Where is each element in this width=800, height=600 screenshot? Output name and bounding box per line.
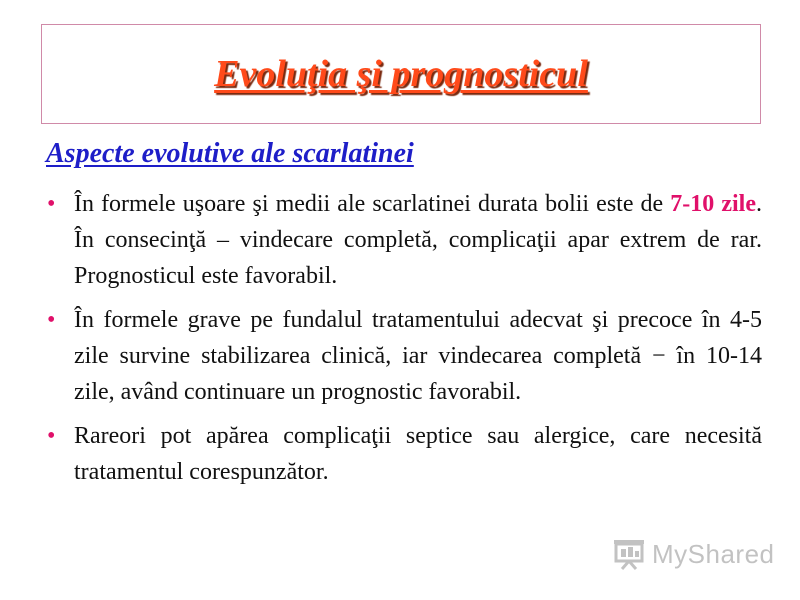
- watermark: [612, 537, 775, 571]
- slide-title: Evoluţia şi prognosticul: [214, 53, 588, 95]
- bullet-item-2: [40, 302, 762, 410]
- bullet-item-1: [40, 186, 762, 294]
- bullet-list: [40, 186, 762, 490]
- bullet-text-after: . În consecinţă – vindecare completă, complicaţii apar extrem de rar. Prognosticul este favorabil.: [74, 191, 763, 289]
- slide-subtitle: Aspecte evolutive ale scarlatinei: [46, 138, 414, 169]
- title-box: [41, 24, 761, 124]
- bullet-dot-icon: •: [47, 307, 56, 333]
- bullet-dot-icon: •: [47, 423, 56, 449]
- presentation-screen-icon: [612, 538, 646, 570]
- bullet-text: Rareori pot apărea complicaţii septice sau alergice, care necesită tratamentul corespunzător.: [74, 423, 762, 485]
- bullet-dot-icon: •: [47, 191, 56, 217]
- duration-highlight: 7-10 zile: [670, 191, 757, 217]
- watermark-text: MyShared: [652, 538, 775, 569]
- bullet-text: În formele grave pe fundalul tratamentului adecvat şi precoce în 4-5 zile survine stabilizarea clinică, iar vindecarea completă − în 10-14 zile, având continuare un prognostic favorabil.: [74, 307, 762, 405]
- bullet-text-before: În formele uşoare şi medii ale scarlatinei durata bolii este de: [74, 191, 671, 217]
- bullet-item-3: [40, 418, 762, 490]
